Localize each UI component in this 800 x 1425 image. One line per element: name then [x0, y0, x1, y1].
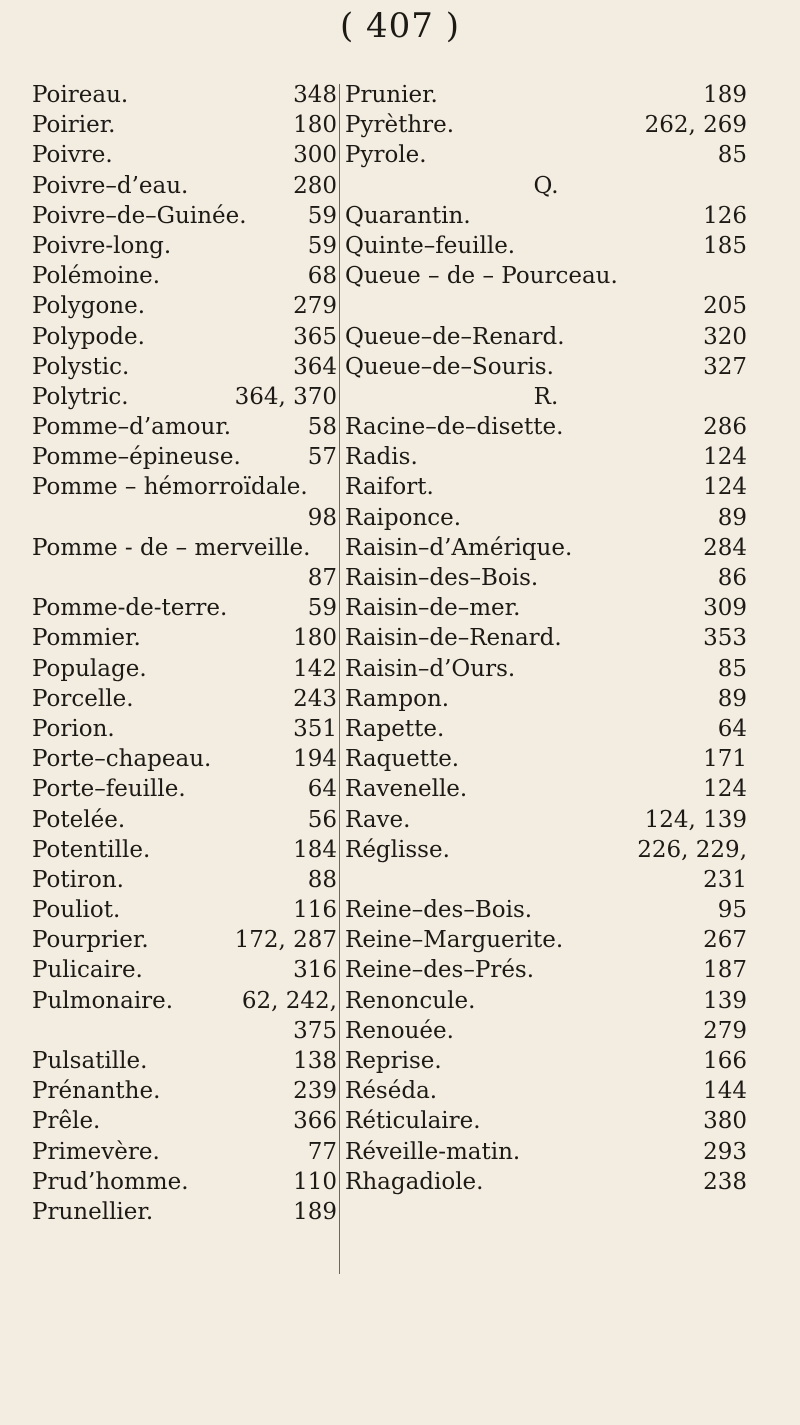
index-entry	[32, 231, 337, 261]
section-letter: Q.	[533, 172, 559, 199]
entry-page-ref: 279	[703, 1017, 747, 1044]
entry-page-ref: 284	[703, 534, 747, 561]
entry-page-ref: 88	[307, 866, 337, 893]
entry-name: Réglisse.	[345, 836, 450, 863]
entry-page-ref: 194	[293, 746, 337, 773]
index-entry	[32, 412, 337, 442]
entry-name: Polémoine.	[32, 263, 161, 290]
index-entry	[32, 1076, 337, 1106]
entry-name: Réveille-matin.	[345, 1138, 521, 1165]
entry-page-ref: 86	[717, 565, 747, 591]
index-entry	[345, 1106, 747, 1136]
entry-name: Renoncule.	[345, 987, 476, 1014]
index-entry	[345, 955, 747, 985]
entry-name: Radis.	[345, 444, 418, 471]
entry-page-ref: 58	[307, 414, 337, 441]
entry-page-ref: 189	[293, 1198, 337, 1225]
entry-page-ref: 353	[703, 625, 747, 652]
entry-page-ref: 364	[293, 353, 337, 380]
entry-name: Quarantin.	[345, 202, 471, 229]
index-entry	[32, 714, 337, 744]
entry-name: Porte–feuille.	[32, 776, 186, 803]
index-entry	[345, 654, 747, 684]
entry-name: Raisin–de–Renard.	[345, 625, 562, 652]
entry-name: Polygone.	[32, 293, 146, 320]
entry-name: Prunellier.	[32, 1198, 154, 1225]
entry-name: Reine–Marguerite.	[345, 927, 564, 954]
index-entry	[32, 261, 337, 291]
entry-name: Rhagadiole.	[345, 1168, 484, 1195]
index-entry	[345, 623, 747, 653]
index-entry	[32, 291, 337, 321]
entry-page-ref: 300	[293, 142, 337, 169]
entry-page-ref: 62, 242,	[241, 987, 337, 1014]
index-entry	[345, 1076, 747, 1106]
entry-page-ref: 124	[703, 776, 747, 803]
entry-name: Prunier.	[345, 82, 438, 108]
index-entry	[345, 563, 747, 593]
index-entry	[32, 140, 337, 170]
entry-name: Primevère.	[32, 1138, 160, 1165]
entry-name: Pulsatille.	[32, 1048, 148, 1074]
entry-page-ref: 87	[307, 565, 337, 591]
entry-page-ref: 59	[307, 202, 337, 229]
entry-page-ref: 189	[703, 82, 747, 108]
entry-name: Queue–de–Renard.	[345, 323, 565, 350]
index-entry	[32, 865, 337, 895]
entry-name: Pyrole.	[345, 142, 427, 169]
index-entry	[32, 593, 337, 623]
entry-page-ref: 316	[293, 957, 337, 984]
entry-page-ref: 348	[293, 82, 337, 108]
entry-page-ref: 172, 287	[234, 927, 337, 954]
entry-page-ref: 309	[703, 595, 747, 622]
entry-page-ref: 57	[307, 444, 337, 471]
entry-page-ref: 293	[703, 1138, 747, 1165]
entry-name: Potelée.	[32, 806, 126, 833]
index-entry	[32, 684, 337, 714]
entry-name: Pomme – hémorroïdale.	[32, 474, 308, 501]
index-entry	[32, 1137, 337, 1167]
entry-name: Raifort.	[345, 474, 434, 501]
index-entry	[345, 140, 747, 170]
index-entry	[345, 895, 747, 925]
index-entry	[345, 231, 747, 261]
index-entry	[345, 1137, 747, 1167]
entry-name: Prud’homme.	[32, 1168, 189, 1195]
index-entry	[32, 1106, 337, 1136]
entry-page-ref: 77	[307, 1138, 337, 1165]
entry-name: Raisin–d’Amérique.	[345, 534, 573, 561]
entry-name: Pulmonaire.	[32, 987, 174, 1014]
entry-page-ref: 320	[703, 323, 747, 350]
entry-page-ref: 187	[703, 957, 747, 984]
index-entry	[32, 503, 337, 533]
entry-page-ref: 142	[293, 655, 337, 682]
index-entry	[345, 593, 747, 623]
index-entry	[32, 654, 337, 684]
entry-name: Porcelle.	[32, 685, 134, 712]
index-column-right	[345, 80, 747, 1197]
index-entry	[345, 472, 747, 502]
entry-page-ref: 110	[293, 1168, 337, 1195]
index-entry	[32, 1197, 337, 1227]
entry-page-ref: 89	[717, 504, 747, 531]
entry-page-ref: 185	[703, 232, 747, 259]
entry-page-ref: 243	[293, 685, 337, 712]
entry-page-ref: 124	[703, 444, 747, 471]
entry-name: Renouée.	[345, 1017, 454, 1044]
entry-page-ref: 95	[717, 897, 747, 924]
index-entry	[345, 110, 747, 140]
entry-name: Rapette.	[345, 715, 445, 742]
entry-page-ref: 166	[703, 1048, 747, 1074]
index-entry	[345, 714, 747, 744]
entry-name: Poivre-long.	[32, 232, 172, 259]
entry-name: Porte–chapeau.	[32, 746, 212, 773]
entry-name: Pomme–d’amour.	[32, 414, 232, 441]
entry-name: Polypode.	[32, 323, 145, 350]
entry-page-ref: 180	[293, 625, 337, 652]
entry-name: Prénanthe.	[32, 1078, 161, 1105]
entry-name: Reprise.	[345, 1048, 442, 1074]
entry-name: Poivre–d’eau.	[32, 172, 189, 199]
entry-page-ref: 68	[307, 263, 337, 290]
entry-page-ref: 85	[717, 142, 747, 169]
entry-name: Rave.	[345, 806, 411, 833]
entry-name: Pulicaire.	[32, 957, 143, 984]
index-entry	[345, 322, 747, 352]
entry-name: Potentille.	[32, 836, 151, 863]
entry-page-ref: 365	[293, 323, 337, 350]
entry-name: Rampon.	[345, 685, 450, 712]
entry-name: Raiponce.	[345, 504, 462, 531]
entry-name: Pomme–épineuse.	[32, 444, 241, 471]
index-entry	[32, 322, 337, 352]
entry-page-ref: 116	[293, 897, 337, 924]
entry-name: Pomme-de-terre.	[32, 595, 228, 622]
entry-page-ref: 98	[307, 504, 337, 531]
index-entry	[32, 472, 337, 502]
entry-name: Queue – de – Pourceau.	[345, 263, 618, 290]
index-entry	[345, 805, 747, 835]
index-entry	[345, 1167, 747, 1197]
entry-page-ref: 124, 139	[644, 806, 747, 833]
index-entry	[32, 1167, 337, 1197]
index-entry	[345, 80, 747, 110]
entry-page-ref: 239	[293, 1078, 337, 1105]
section-letter: R.	[533, 383, 559, 410]
entry-name: Pouliot.	[32, 897, 121, 924]
entry-page-ref: 138	[293, 1048, 337, 1074]
index-entry	[32, 805, 337, 835]
index-entry	[345, 442, 747, 472]
entry-name: Reine–des–Prés.	[345, 957, 535, 984]
index-entry	[345, 261, 747, 291]
entry-name: Pomme - de – merveille.	[32, 534, 311, 561]
index-entry	[345, 865, 747, 895]
entry-name: Ravenelle.	[345, 776, 468, 803]
entry-page-ref: 280	[293, 172, 337, 199]
entry-page-ref: 327	[703, 353, 747, 380]
index-entry	[345, 533, 747, 563]
entry-name: Polytric.	[32, 383, 129, 410]
entry-page-ref: 64	[307, 776, 337, 803]
index-entry	[32, 171, 337, 201]
entry-page-ref: 184	[293, 836, 337, 863]
entry-page-ref: 171	[703, 746, 747, 773]
entry-page-ref: 85	[717, 655, 747, 682]
entry-name: Raisin–des–Bois.	[345, 565, 539, 591]
entry-name: Reine–des–Bois.	[345, 897, 533, 924]
index-entry	[32, 80, 337, 110]
index-entry	[32, 442, 337, 472]
index-entry	[32, 925, 337, 955]
index-entry	[32, 774, 337, 804]
entry-page-ref: 205	[703, 293, 747, 320]
entry-name: Porion.	[32, 715, 115, 742]
entry-page-ref: 375	[293, 1017, 337, 1044]
entry-name: Raquette.	[345, 746, 460, 773]
entry-page-ref: 364, 370	[234, 383, 337, 410]
entry-page-ref: 144	[703, 1078, 747, 1105]
entry-name: Racine–de–disette.	[345, 414, 564, 441]
entry-name: Polystic.	[32, 353, 130, 380]
index-entry	[32, 744, 337, 774]
index-entry	[32, 382, 337, 412]
index-entry	[345, 352, 747, 382]
entry-page-ref: 262, 269	[644, 112, 747, 139]
entry-page-ref: 59	[307, 595, 337, 622]
entry-name: Raisin–d’Ours.	[345, 655, 516, 682]
entry-name: Poireau.	[32, 82, 129, 108]
index-entry	[32, 1046, 337, 1076]
entry-page-ref: 286	[703, 414, 747, 441]
entry-name: Poivre.	[32, 142, 113, 169]
index-entry	[32, 352, 337, 382]
entry-page-ref: 279	[293, 293, 337, 320]
entry-name: Réticulaire.	[345, 1108, 481, 1135]
entry-page-ref: 56	[307, 806, 337, 833]
entry-name: Prêle.	[32, 1108, 101, 1135]
entry-page-ref: 231	[703, 866, 747, 893]
entry-name: Pourprier.	[32, 927, 149, 954]
index-entry	[32, 986, 337, 1016]
index-entry	[345, 1016, 747, 1046]
entry-name: Quinte–feuille.	[345, 232, 516, 259]
entry-page-ref: 366	[293, 1108, 337, 1135]
entry-page-ref: 124	[703, 474, 747, 501]
entry-page-ref: 139	[703, 987, 747, 1014]
entry-name: Populage.	[32, 655, 147, 682]
index-column-left	[32, 80, 337, 1227]
entry-name: Poivre–de–Guinée.	[32, 202, 247, 229]
entry-name: Poirier.	[32, 112, 116, 139]
index-entry	[32, 835, 337, 865]
index-entry	[32, 563, 337, 593]
entry-name: Potiron.	[32, 866, 124, 893]
entry-page-ref: 180	[293, 112, 337, 139]
index-entry	[32, 955, 337, 985]
entry-page-ref: 89	[717, 685, 747, 712]
index-entry	[32, 110, 337, 140]
index-entry	[345, 925, 747, 955]
index-entry	[345, 986, 747, 1016]
index-entry	[345, 684, 747, 714]
entry-page-ref: 267	[703, 927, 747, 954]
entry-page-ref: 59	[307, 232, 337, 259]
entry-page-ref: 64	[717, 715, 747, 742]
entry-page-ref: 126	[703, 202, 747, 229]
index-entry	[345, 412, 747, 442]
entry-page-ref: 351	[293, 715, 337, 742]
index-entry	[345, 201, 747, 231]
entry-name: Réséda.	[345, 1078, 438, 1105]
index-entry	[345, 503, 747, 533]
entry-page-ref: 226, 229,	[637, 836, 747, 863]
index-entry	[32, 533, 337, 563]
index-entry	[32, 1016, 337, 1046]
index-entry	[345, 744, 747, 774]
entry-page-ref: 380	[703, 1108, 747, 1135]
index-entry	[32, 623, 337, 653]
index-entry	[345, 291, 747, 321]
entry-name: Pyrèthre.	[345, 112, 455, 139]
index-entry	[345, 1046, 747, 1076]
entry-name: Pommier.	[32, 625, 141, 652]
entry-name: Queue–de–Souris.	[345, 353, 554, 380]
entry-page-ref: 238	[703, 1168, 747, 1195]
index-entry	[345, 774, 747, 804]
index-entry	[32, 201, 337, 231]
index-entry	[32, 895, 337, 925]
column-divider	[339, 84, 340, 1274]
page-number: ( 407 )	[339, 6, 461, 46]
entry-name: Raisin–de–mer.	[345, 595, 521, 622]
index-entry	[345, 835, 747, 865]
